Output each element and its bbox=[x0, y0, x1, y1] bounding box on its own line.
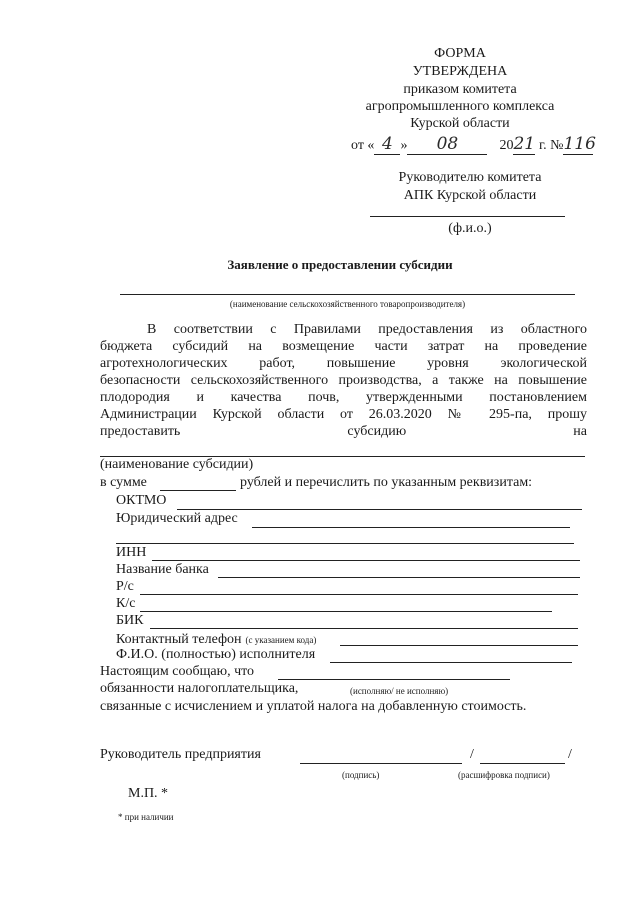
document-title: Заявление о предоставлении субсидии bbox=[227, 257, 453, 272]
oktmo-input-line[interactable] bbox=[177, 509, 582, 510]
inn-label: ИНН bbox=[116, 545, 147, 560]
legal-address-input-line[interactable] bbox=[252, 527, 570, 528]
sum-input-line[interactable] bbox=[160, 490, 236, 491]
signature-decode-caption: (расшифровка подписи) bbox=[458, 770, 550, 780]
year-end: г. № bbox=[535, 138, 564, 153]
addressee-name-line[interactable] bbox=[370, 216, 565, 217]
paragraph-line-4: безопасности сельскохозяйственного производства, а также на повышение bbox=[100, 373, 587, 388]
rs-input-line[interactable] bbox=[140, 594, 578, 595]
paragraph-line-2: бюджета субсидий на возмещение части затрат на проведение bbox=[100, 339, 587, 354]
ks-label: К/с bbox=[116, 596, 136, 611]
year-prefix: 20 bbox=[499, 138, 514, 153]
signature-decode-input-line[interactable] bbox=[480, 763, 565, 764]
subsidy-caption: (наименование субсидии) bbox=[100, 457, 254, 472]
footnote: * при наличии bbox=[118, 812, 174, 822]
producer-name-line[interactable] bbox=[120, 294, 575, 295]
date-month: 08 bbox=[407, 134, 487, 155]
slash-left: / bbox=[470, 747, 474, 762]
producer-caption: (наименование сельскохозяйственного товаропроизводителя) bbox=[229, 299, 466, 309]
phone-label: Контактный телефон bbox=[116, 632, 242, 647]
date-mid: » bbox=[400, 138, 408, 153]
bank-input-line[interactable] bbox=[218, 577, 580, 578]
executor-input-line[interactable] bbox=[330, 662, 572, 663]
signature-head-label: Руководитель предприятия bbox=[100, 747, 261, 762]
date-prefix: от « bbox=[351, 138, 375, 153]
bik-label: БИК bbox=[116, 613, 144, 628]
oktmo-label: ОКТМО bbox=[116, 493, 167, 508]
date-day: 4 bbox=[374, 134, 400, 155]
legal-address-input-line-2[interactable] bbox=[116, 543, 574, 544]
vat-line: связанные с исчислением и уплатой налога на добавленную стоимость. bbox=[100, 699, 527, 714]
approval-date-row bbox=[351, 134, 596, 155]
slash-right: / bbox=[568, 747, 572, 762]
executor-label: Ф.И.О. (полностью) исполнителя bbox=[116, 647, 316, 662]
phone-note: (с указанием кода) bbox=[245, 635, 317, 645]
duties-note: (исполняю/ не исполняю) bbox=[350, 686, 449, 696]
phone-input-line[interactable] bbox=[340, 645, 578, 646]
rs-label: Р/с bbox=[116, 579, 134, 594]
approval-line-3: Курской области bbox=[410, 116, 510, 131]
fio-caption: (ф.и.о.) bbox=[448, 221, 492, 236]
addressee-line-2: АПК Курской области bbox=[403, 188, 537, 203]
phone-label-row bbox=[116, 630, 316, 648]
ks-input-line[interactable] bbox=[140, 611, 552, 612]
form-label: ФОРМА bbox=[434, 46, 486, 61]
stamp-label: М.П. * bbox=[128, 786, 169, 801]
year-suffix: 21 bbox=[513, 134, 536, 154]
duties-text: обязанности налогоплательщика, bbox=[100, 681, 299, 696]
order-number: 116 bbox=[563, 134, 596, 154]
approval-line-2: агропромышленного комплекса bbox=[365, 99, 555, 114]
approved-label: УТВЕРЖДЕНА bbox=[412, 64, 508, 79]
paragraph-line-6: Администрации Курской области от 26.03.2020 № 295-па, прошу bbox=[100, 407, 587, 422]
paragraph-line-3: агротехнологических работ, повышение уровня экологической bbox=[100, 356, 587, 371]
paragraph-line-5: плодородия и качества почв, утвержденными постановлением bbox=[100, 390, 587, 405]
bik-input-line[interactable] bbox=[150, 628, 578, 629]
sum-prefix: в сумме bbox=[100, 475, 147, 490]
paragraph-line-1: В соответствии с Правилами предоставления из областного bbox=[147, 322, 587, 337]
bank-label: Название банка bbox=[116, 562, 209, 577]
signature-input-line[interactable] bbox=[300, 763, 462, 764]
legal-address-label: Юридический адрес bbox=[116, 511, 238, 526]
notice-text: Настоящим сообщаю, что bbox=[100, 664, 255, 679]
addressee-line-1: Руководителю комитета bbox=[398, 170, 542, 185]
inn-input-line[interactable] bbox=[152, 560, 580, 561]
signature-caption: (подпись) bbox=[342, 770, 380, 780]
sum-suffix: рублей и перечислить по указанным реквизитам: bbox=[240, 475, 533, 490]
approval-line-1: приказом комитета bbox=[403, 82, 517, 97]
paragraph-line-7: предоставить субсидию на bbox=[100, 424, 587, 439]
notice-input-line[interactable] bbox=[278, 679, 510, 680]
